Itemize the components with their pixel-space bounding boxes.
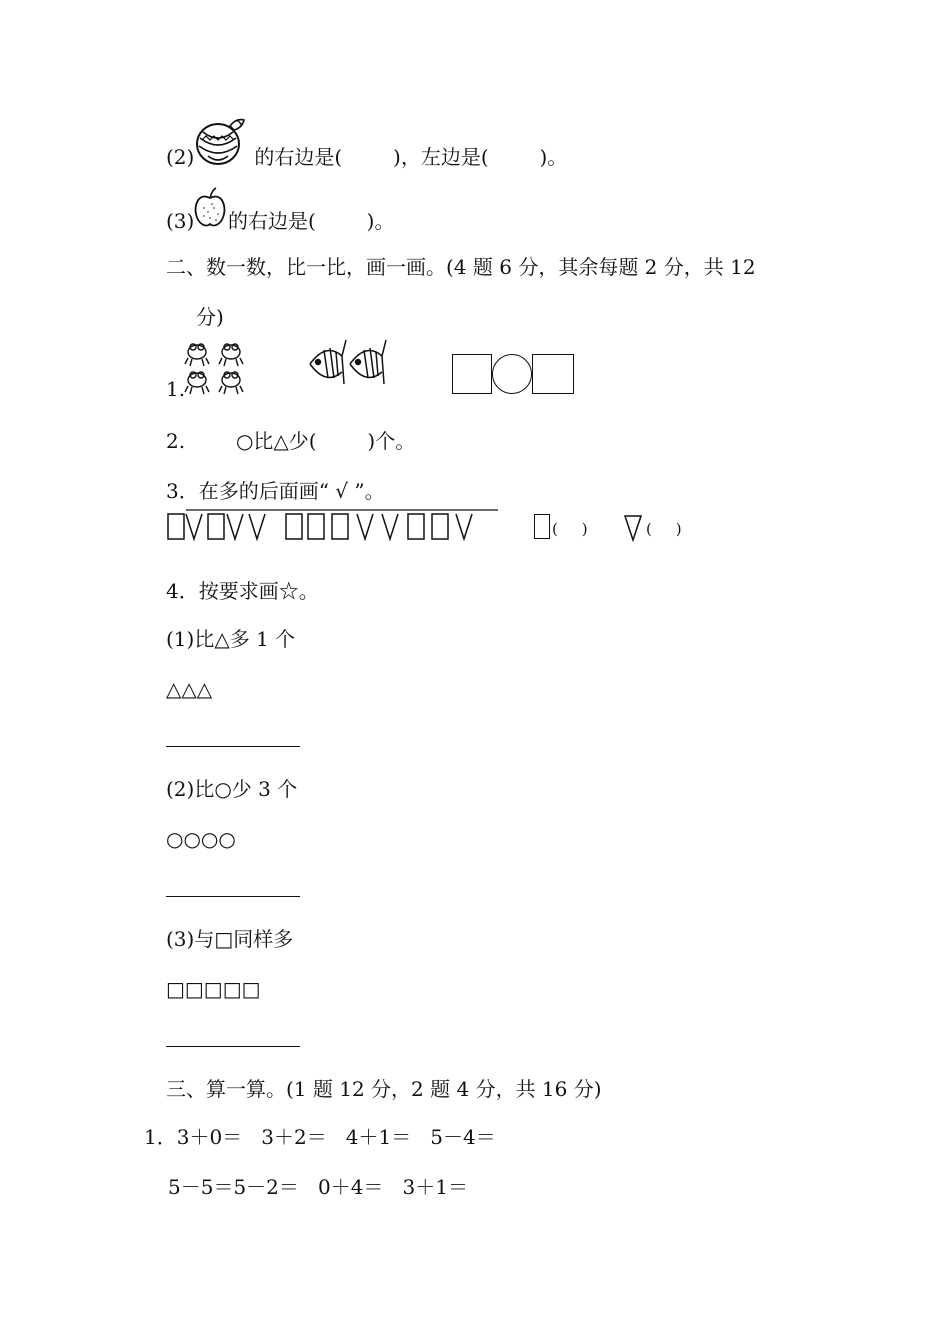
s2-item4-part3: (3)与□同样多 <box>166 927 294 951</box>
s2-item4-part2: (2)比○少 3 个 <box>166 777 298 801</box>
answer-line <box>166 896 300 897</box>
triangle-row: △△△ <box>166 677 213 701</box>
frog-group-icon <box>182 338 250 398</box>
square-shape <box>532 354 574 394</box>
square-shape <box>452 354 492 394</box>
s2-item2-text: 2. ○比△少( )个。 <box>166 429 416 453</box>
s2-item4-part1: (1)比△多 1 个 <box>166 627 296 651</box>
q2-number: (2) <box>166 145 195 169</box>
q2-text: 的右边是( )，左边是( )。 <box>248 145 568 169</box>
section2-title: 二、数一数，比一比，画一画。(4 题 6 分，其余每题 2 分，共 12 <box>166 255 756 279</box>
s2-item3-text: 3．在多的后面画“ √ ”。 <box>166 479 385 503</box>
apple-icon <box>192 186 228 230</box>
watermelon-icon <box>194 112 250 168</box>
q3-text: 的右边是( )。 <box>228 209 395 233</box>
arithmetic-row-2: 5－5＝5－2＝ 0＋4＝ 3＋1＝ <box>168 1175 468 1199</box>
square-option-shape <box>534 514 550 539</box>
triangle-answer-blank: ( ) <box>646 520 682 538</box>
fish-group-icon <box>306 336 390 390</box>
s2-item4-text: 4．按要求画☆。 <box>166 579 319 603</box>
square-answer-blank: ( ) <box>552 520 588 538</box>
s2-item1-number: 1. <box>166 377 186 401</box>
section2-title-continued: 分) <box>196 305 224 329</box>
circle-row: ○○○○ <box>166 827 236 851</box>
triangle-option-shape <box>622 514 644 542</box>
answer-line <box>166 746 300 747</box>
circle-shape <box>492 354 532 394</box>
shape-row <box>164 508 504 542</box>
section3-title: 三、算一算。(1 题 12 分，2 题 4 分，共 16 分) <box>166 1077 602 1101</box>
arithmetic-row-1: 1．3＋0＝ 3＋2＝ 4＋1＝ 5－4＝ <box>144 1125 496 1149</box>
q3-number: (3) <box>166 209 195 233</box>
square-row: □□□□□ <box>166 977 261 1001</box>
answer-line <box>166 1046 300 1047</box>
